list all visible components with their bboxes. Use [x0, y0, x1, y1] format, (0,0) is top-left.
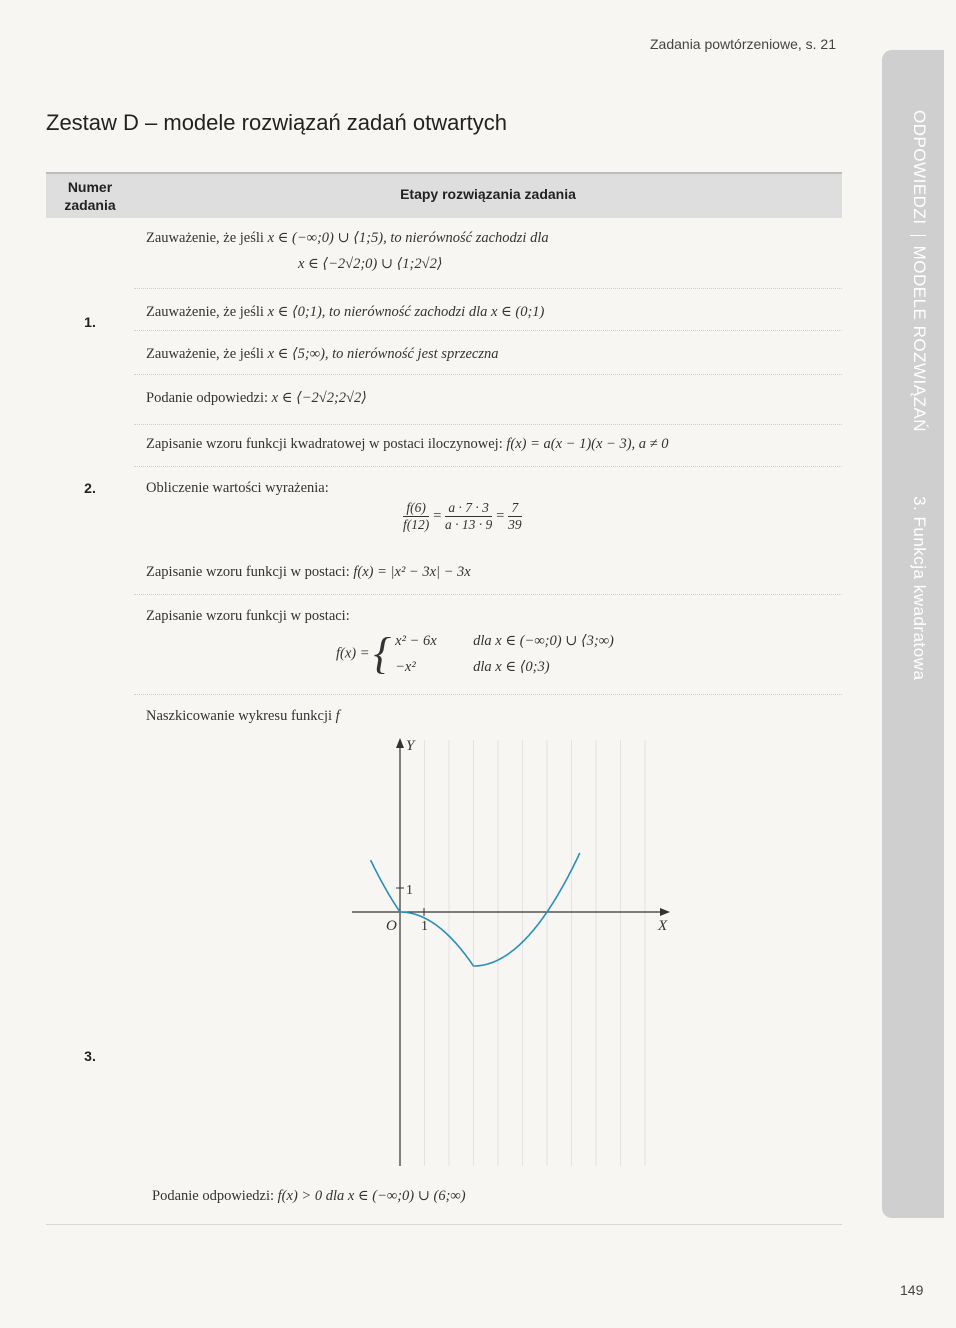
table-header [46, 172, 842, 218]
task3-step2: Zapisanie wzoru funkcji w postaci: [146, 608, 350, 624]
origin-label: O [386, 918, 397, 934]
solutions-table [46, 172, 842, 1224]
tick-label-y: 1 [406, 883, 413, 898]
function-curve [371, 853, 580, 966]
function-graph [346, 736, 676, 1168]
tick-label-x: 1 [421, 919, 428, 934]
y-axis-arrow [396, 738, 404, 748]
side-tab-chapter: 3. Funkcja kwadratowa [910, 496, 929, 681]
task2-step1: Zapisanie wzoru funkcji kwadratowej w postaci iloczynowej: f(x) = a(x − 1)(x − 3), a ≠ 0 [146, 436, 669, 452]
task3-step3: Naszkicowanie wykresu funkcji f [146, 708, 340, 724]
side-tab-answers: ODPOWIEDZI [910, 110, 929, 225]
column-header-number: Numer zadania [64, 179, 116, 213]
axis-label-x: X [658, 918, 668, 934]
task2-fraction-equation: $\frac{f(6)}{f(12)}$ = $\frac{a \cdot 7 \cdot 3}{a \cdot 13 \cdot 9}$ = $\frac{7}{39}$ [403, 500, 522, 532]
task1-answer: Podanie odpowiedzi: x ∈ ⟨−2√2;2√2⟩ [146, 390, 367, 406]
task3-step1: Zapisanie wzoru funkcji w postaci: f(x) = |x² − 3x| − 3x [146, 564, 471, 580]
task3-piecewise: f(x) ={ x² − 6x dla x ∈ (−∞;0) ∪ ⟨3;∞) −x² dla x ∈ ⟨0;3) [336, 629, 614, 678]
side-tab-text [909, 110, 929, 680]
task1-step2: Zauważenie, że jeśli x ∈ ⟨0;1), to nierówność zachodzi dla x ∈ (0;1) [146, 304, 545, 320]
grid [425, 740, 646, 1166]
task1-step3: Zauważenie, że jeśli x ∈ ⟨5;∞), to nierówność jest sprzeczna [146, 346, 499, 362]
side-tab-models: MODELE ROZWIĄZAŃ [910, 245, 929, 433]
task-number: 2. [84, 480, 96, 496]
task-number: 1. [84, 314, 96, 330]
task2-step2: Obliczenie wartości wyrażenia: [146, 480, 329, 496]
task-number: 3. [84, 1048, 96, 1064]
task1-step1: Zauważenie, że jeśli x ∈ (−∞;0) ∪ ⟨1;5), to nierówność zachodzi dla [146, 230, 549, 246]
running-head: Zadania powtórzeniowe, s. 21 [650, 36, 836, 52]
table-body [46, 218, 842, 1225]
task3-answer: Podanie odpowiedzi: f(x) > 0 dla x ∈ (−∞;0) ∪ (6;∞) [152, 1188, 466, 1204]
column-header-steps: Etapy rozwiązania zadania [400, 186, 576, 202]
side-tab [882, 50, 944, 1218]
axis-label-y: Y [406, 738, 415, 754]
page-number: 149 [900, 1282, 924, 1298]
task1-step1-set: x ∈ ⟨−2√2;0) ∪ ⟨1;2√2⟩ [298, 256, 443, 272]
x-axis-arrow [660, 908, 670, 916]
page-title: Zestaw D – modele rozwiązań zadań otwartych [46, 110, 507, 135]
